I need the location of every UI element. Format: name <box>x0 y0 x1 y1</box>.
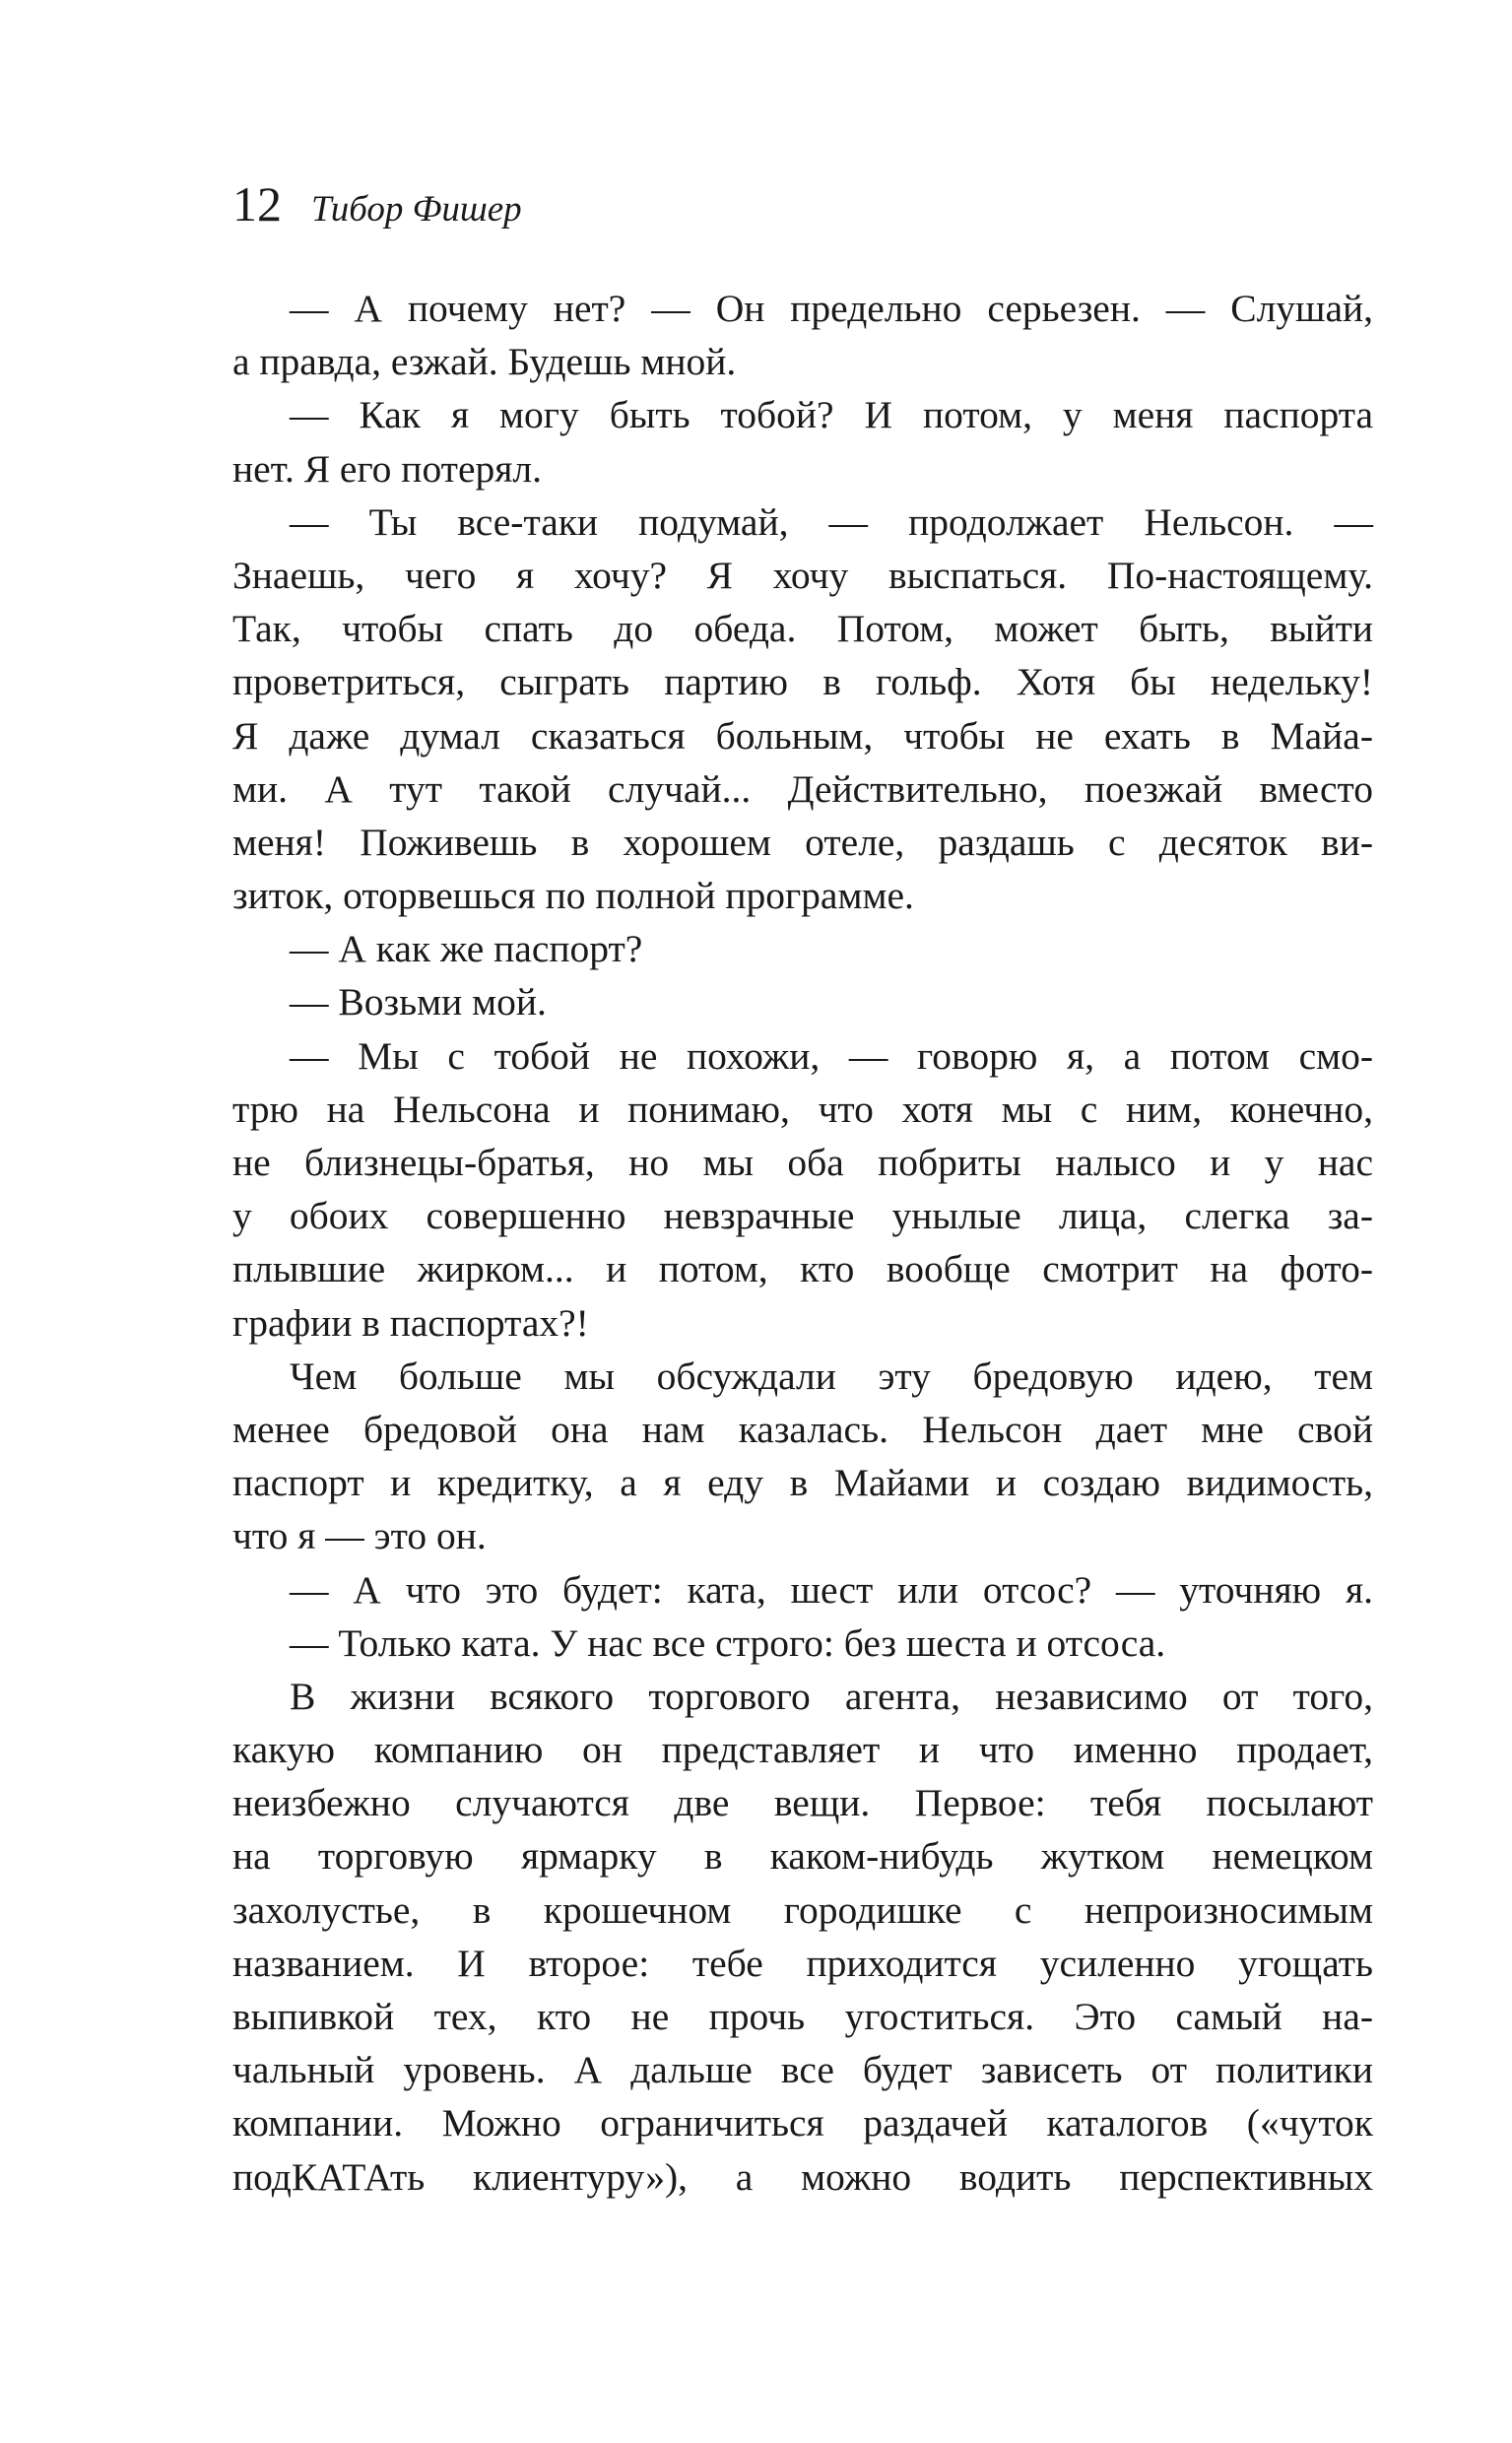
text-line: — А почему нет? — Он предельно серьезен. — Слушай, <box>290 287 1373 330</box>
text-line: трю на Нельсона и понимаю, что хотя мы с ним, конечно, <box>232 1087 1373 1131</box>
text-line: неизбежно случаются две вещи. Первое: тебя посылают <box>232 1781 1373 1825</box>
running-head-author: Тибор Фишер <box>311 189 522 230</box>
text-line: проветриться, сыграть партию в гольф. Хотя бы недельку! <box>232 660 1373 704</box>
text-line: Так, чтобы спать до обеда. Потом, может быть, выйти <box>232 607 1373 651</box>
text-line: чальный уровень. А дальше все будет зависеть от политики <box>232 2048 1373 2092</box>
text-line: — Возьми мой. <box>290 980 547 1024</box>
text-line: что я — это он. <box>232 1514 487 1558</box>
text-line: захолустье, в крошечном городишке с непроизносимым <box>232 1887 1373 1932</box>
text-line: Чем больше мы обсуждали эту бредовую идею, тем <box>290 1354 1373 1398</box>
text-line: — Только ката. У нас все строго: без шеста и отсоса. <box>290 1620 1166 1665</box>
text-line: — А что это будет: ката, шест или отсос? — уточняю я. <box>290 1567 1373 1612</box>
text-line: какую компанию он представляет и что именно продает, <box>232 1728 1373 1772</box>
text-line: — Мы с тобой не похожи, — говорю я, а потом смо- <box>290 1033 1373 1078</box>
text-line: Знаешь, чего я хочу? Я хочу выспаться. По-настоящему. <box>232 553 1373 597</box>
page-number: 12 <box>232 176 282 231</box>
text-line: Я даже думал сказаться больным, чтобы не ехать в Майа- <box>232 713 1373 758</box>
text-line: менее бредовой она нам казалась. Нельсон дает мне свой <box>232 1407 1373 1451</box>
running-head <box>232 175 522 232</box>
text-line: на торговую ярмарку в каком-нибудь жутком немецком <box>232 1834 1373 1879</box>
text-line: названием. И второе: тебе приходится усиленно угощать <box>232 1941 1373 1985</box>
text-line: у обоих совершенно невзрачные унылые лица, слегка за- <box>232 1194 1373 1238</box>
text-line: плывшие жирком... и потом, кто вообще смотрит на фото- <box>232 1247 1373 1291</box>
text-line: выпивкой тех, кто не прочь угоститься. Это самый на- <box>232 1995 1373 2038</box>
text-line: компании. Можно ограничиться раздачей каталогов («чуток <box>232 2101 1373 2146</box>
text-line: — Ты все-таки подумай, — продолжает Нельсон. — <box>290 499 1373 544</box>
text-line: паспорт и кредитку, а я еду в Майами и создаю видимость, <box>232 1461 1373 1505</box>
body-text <box>232 282 1373 2204</box>
text-line: нет. Я его потерял. <box>232 446 542 491</box>
text-line: В жизни всякого торгового агента, независимо от того, <box>290 1674 1373 1718</box>
text-line: ми. А тут такой случай... Действительно, поезжай вместо <box>232 766 1373 811</box>
text-line: не близнецы-братья, но мы оба побриты налысо и у нас <box>232 1141 1373 1184</box>
text-line: графии в паспортах?! <box>232 1300 589 1345</box>
text-line: — А как же паспорт? <box>290 927 643 971</box>
text-line: меня! Поживешь в хорошем отеле, раздашь с десяток ви- <box>232 820 1373 864</box>
text-line: а правда, езжай. Будешь мной. <box>232 340 737 384</box>
text-line: зиток, оторвешься по полной программе. <box>232 874 914 918</box>
text-line: подКАТАть клиентуру»), а можно водить перспективных <box>232 2154 1373 2199</box>
text-line: — Как я могу быть тобой? И потом, у меня паспорта <box>290 393 1373 437</box>
